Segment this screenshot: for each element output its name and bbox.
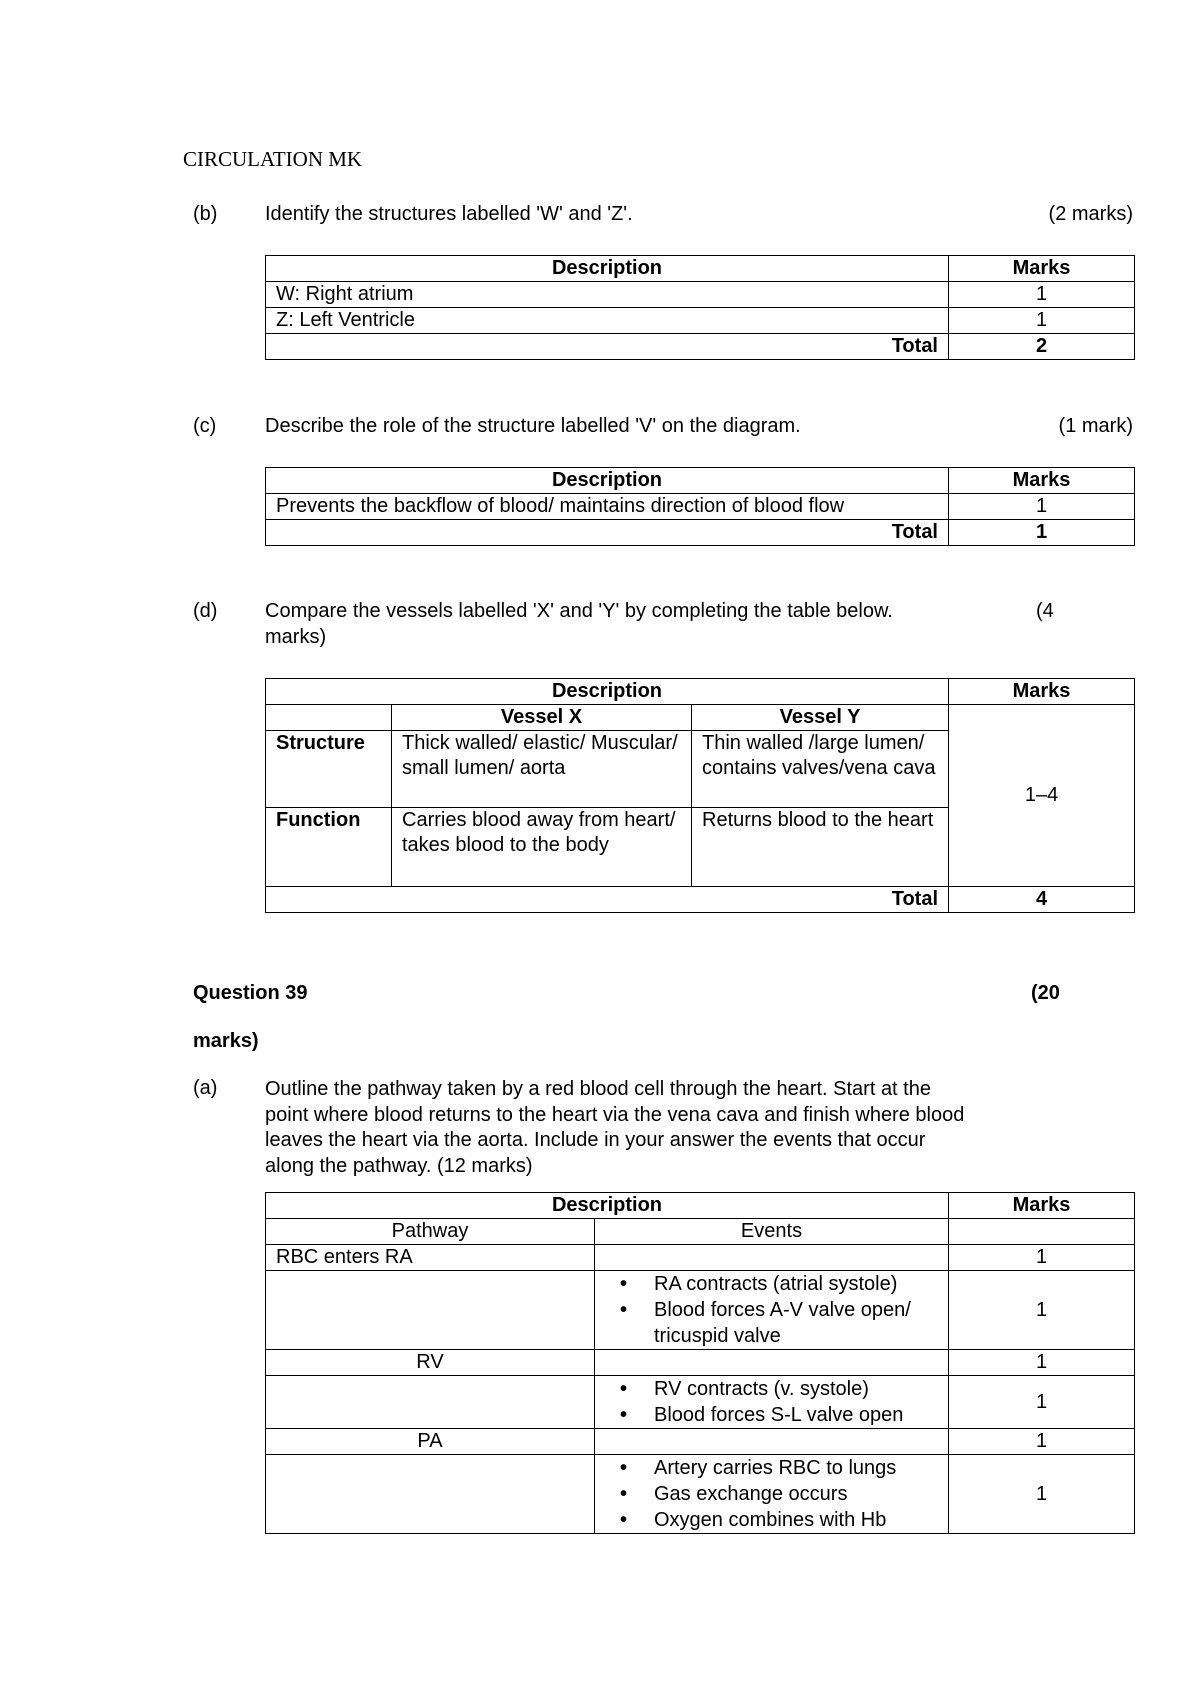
header-marks: Marks	[949, 256, 1135, 282]
question-39-marks: (20	[1031, 982, 1060, 1004]
vessel-header-row	[266, 705, 1135, 731]
table-39a	[265, 1192, 1135, 1534]
table-row	[266, 1350, 1135, 1376]
events-cell	[595, 1245, 949, 1271]
question-d-marks: (4	[1036, 600, 1054, 622]
pathway-header: Pathway	[266, 1219, 595, 1245]
events-cell	[595, 1271, 949, 1350]
table-header-row	[266, 468, 1135, 494]
event-item: • Artery carries RBC to lungs	[605, 1455, 938, 1481]
table-row	[266, 494, 1135, 520]
question-d-text: Compare the vessels labelled 'X' and 'Y' by completing the table below.	[265, 600, 893, 622]
header-description: Description	[266, 256, 949, 282]
pathway-cell	[266, 1376, 595, 1429]
header-marks: Marks	[949, 1193, 1135, 1219]
events-cell	[595, 1376, 949, 1429]
header-description: Description	[266, 468, 949, 494]
header-description: Description	[266, 679, 949, 705]
marks-cell: 1	[949, 1271, 1135, 1350]
pathway-cell: RBC enters RA	[266, 1245, 595, 1271]
empty-cell	[266, 705, 392, 731]
function-label: Function	[266, 808, 392, 887]
event-item: • Gas exchange occurs	[605, 1481, 938, 1507]
pathway-cell: RV	[266, 1350, 595, 1376]
events-header: Events	[595, 1219, 949, 1245]
pathway-cell: PA	[266, 1429, 595, 1455]
pathway-cell	[266, 1271, 595, 1350]
events-cell	[595, 1455, 949, 1534]
structure-label: Structure	[266, 731, 392, 808]
table-row	[266, 1376, 1135, 1429]
total-row	[266, 520, 1135, 546]
total-label: Total	[266, 887, 949, 913]
total-value: 2	[949, 334, 1135, 360]
table-header-row	[266, 1193, 1135, 1219]
row-marks: 1	[949, 282, 1135, 308]
header-marks: Marks	[949, 468, 1135, 494]
total-value: 4	[949, 887, 1135, 913]
structure-y: Thin walled /large lumen/ contains valves/vena cava	[692, 731, 949, 808]
question-a-text: Outline the pathway taken by a red blood cell through the heart. Start at the point where blood returns to the heart via the vena cava and finish where blood leaves the heart via the aorta. Include in your answer the events that occur along the pathway. (12 marks)	[265, 1078, 965, 1177]
vessel-x-header: Vessel X	[392, 705, 692, 731]
pathway-cell	[266, 1455, 595, 1534]
page-title: CIRCULATION MK	[183, 147, 363, 171]
total-value: 1	[949, 520, 1135, 546]
table-header-row	[266, 679, 1135, 705]
question-d-marks-cont: marks)	[265, 626, 327, 648]
event-item: • Oxygen combines with Hb	[605, 1507, 938, 1533]
event-item: • RV contracts (v. systole)	[605, 1376, 938, 1402]
question-label-c: (c)	[193, 415, 217, 437]
function-y: Returns blood to the heart	[692, 808, 949, 887]
table-row	[266, 1245, 1135, 1271]
event-item: • RA contracts (atrial systole)	[605, 1271, 938, 1297]
event-item: • Blood forces A-V valve open/ tricuspid valve	[605, 1297, 938, 1349]
subheader-row	[266, 1219, 1135, 1245]
question-39-title: Question 39	[193, 982, 308, 1004]
events-cell	[595, 1429, 949, 1455]
question-39-marks-cont: marks)	[193, 1030, 259, 1052]
question-label-a: (a)	[193, 1077, 218, 1099]
table-row	[266, 282, 1135, 308]
question-label-d: (d)	[193, 600, 218, 622]
question-b-text: Identify the structures labelled 'W' and 'Z'.	[265, 203, 633, 225]
table-row	[266, 1455, 1135, 1534]
marks-cell: 1	[949, 1429, 1135, 1455]
marks-cell: 1	[949, 1455, 1135, 1534]
marks-cell: 1	[949, 1245, 1135, 1271]
total-label: Total	[266, 334, 949, 360]
question-c-marks: (1 mark)	[1058, 415, 1133, 437]
row-description: Prevents the backflow of blood/ maintains direction of blood flow	[266, 494, 949, 520]
empty-cell	[949, 1219, 1135, 1245]
marks-cell: 1	[949, 1376, 1135, 1429]
table-c	[265, 467, 1135, 546]
header-description: Description	[266, 1193, 949, 1219]
vessel-y-header: Vessel Y	[692, 705, 949, 731]
table-row	[266, 1429, 1135, 1455]
total-row	[266, 887, 1135, 913]
table-header-row	[266, 256, 1135, 282]
row-description: W: Right atrium	[266, 282, 949, 308]
structure-x: Thick walled/ elastic/ Muscular/ small lumen/ aorta	[392, 731, 692, 808]
event-item: • Blood forces S-L valve open	[605, 1402, 938, 1428]
marks-cell: 1	[949, 1350, 1135, 1376]
row-description: Z: Left Ventricle	[266, 308, 949, 334]
row-marks: 1	[949, 308, 1135, 334]
header-marks: Marks	[949, 679, 1135, 705]
question-label-b: (b)	[193, 203, 218, 225]
question-b-marks: (2 marks)	[1048, 203, 1133, 225]
table-b	[265, 255, 1135, 360]
table-row	[266, 1271, 1135, 1350]
total-row	[266, 334, 1135, 360]
table-row	[266, 308, 1135, 334]
question-c-text: Describe the role of the structure labelled 'V' on the diagram.	[265, 415, 801, 437]
total-label: Total	[266, 520, 949, 546]
marks-range: 1–4	[949, 705, 1135, 887]
table-d	[265, 678, 1135, 913]
events-cell	[595, 1350, 949, 1376]
function-x: Carries blood away from heart/ takes blood to the body	[392, 808, 692, 887]
row-marks: 1	[949, 494, 1135, 520]
